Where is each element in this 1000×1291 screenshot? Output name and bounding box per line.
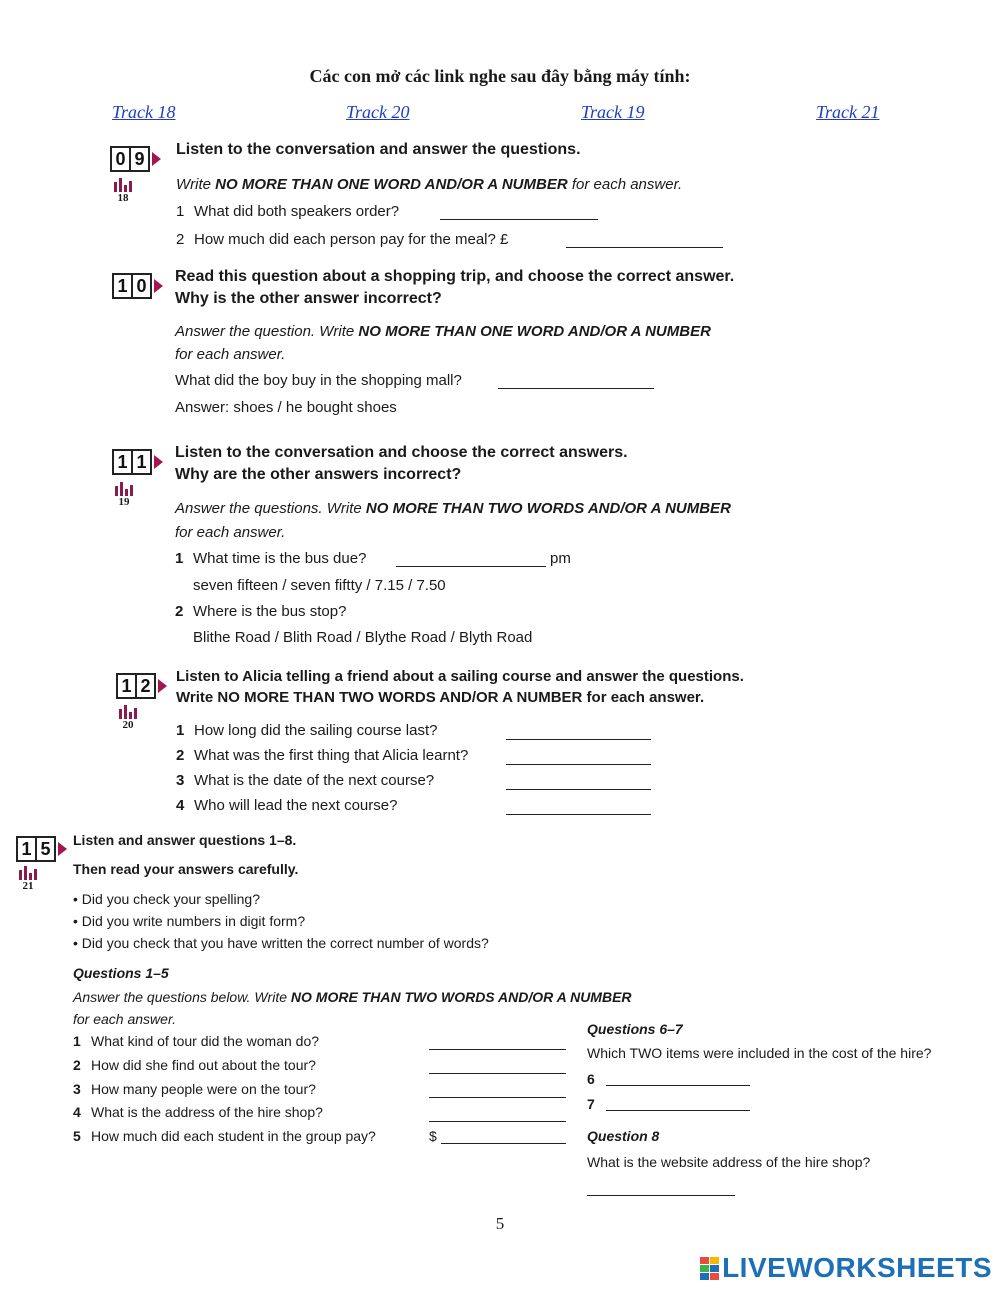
answer-blank-15-5[interactable] [441, 1143, 566, 1144]
audio-bars-icon [113, 705, 143, 719]
answer-blank-15-8[interactable] [587, 1195, 735, 1196]
exercise-15-badge: 1 5 [16, 836, 67, 862]
audio-bars-icon [13, 866, 43, 880]
track-icon-18: 18 [108, 178, 138, 204]
answer-blank-15-3[interactable] [429, 1097, 566, 1098]
exercise-09-question-1: 1 What did both speakers order? [176, 203, 400, 220]
exercise-12-question-3: 3 What is the date of the next course? [176, 772, 435, 789]
exercise-12-question-1: 1 How long did the sailing course last? [176, 722, 438, 739]
exercise-11-question-1: 1 What time is the bus due? [175, 550, 367, 567]
logo-mark-icon [700, 1257, 719, 1280]
exercise-10-instruction-2: for each answer. [175, 346, 286, 363]
exercise-10-question: What did the boy buy in the shopping mall? [175, 372, 462, 389]
questions-1-5-heading: Questions 1–5 [73, 965, 169, 981]
questions-1-5-instruction-1: Answer the questions below. Write NO MORE THAN TWO WORDS AND/OR A NUMBER [73, 989, 632, 1005]
exercise-15-question-1: 1 What kind of tour did the woman do? [73, 1033, 320, 1049]
page-header: Các con mở các link nghe sau đây bằng máy tính: [309, 66, 691, 86]
exercise-11-answer-2: Blithe Road / Blith Road / Blythe Road / Blyth Road [193, 629, 533, 646]
checklist-item: • Did you check your spelling? [73, 891, 261, 907]
exercise-12-question-2: 2 What was the first thing that Alicia learnt? [176, 747, 469, 764]
questions-6-7-text: Which TWO items were included in the cost of the hire? [587, 1045, 932, 1061]
exercise-09-badge: 0 9 [110, 146, 161, 172]
answer-blank-12-2[interactable] [506, 764, 651, 765]
exercise-12-instruction: Write NO MORE THAN TWO WORDS AND/OR A NUMBER for each answer. [176, 689, 705, 706]
checklist-item: • Did you check that you have written the correct number of words? [73, 935, 489, 951]
track-20-link[interactable]: Track 20 [346, 102, 410, 122]
exercise-12-question-4: 4 Who will lead the next course? [176, 797, 398, 814]
exercise-10-badge: 1 0 [112, 273, 163, 299]
track-icon-19: 19 [109, 482, 139, 508]
exercise-12-badge: 1 2 [116, 673, 167, 699]
exercise-15-question-3: 3 How many people were on the tour? [73, 1081, 316, 1097]
questions-1-5-instruction-2: for each answer. [73, 1011, 176, 1027]
audio-bars-icon [108, 178, 138, 192]
answer-blank-09-2[interactable] [566, 247, 723, 248]
answer-blank-11-1[interactable] [396, 566, 546, 567]
track-18-link[interactable]: Track 18 [112, 102, 176, 122]
exercise-11-pm: pm [550, 550, 571, 567]
exercise-15-question-4: 4 What is the address of the hire shop? [73, 1104, 323, 1120]
track-icon-21: 21 [13, 866, 43, 892]
exercise-10-instruction-1: Answer the question. Write NO MORE THAN ONE WORD AND/OR A NUMBER [175, 323, 711, 340]
exercise-15-title-2: Then read your answers carefully. [73, 861, 299, 877]
question-6-number: 6 [587, 1071, 595, 1087]
logo-text: LIVEWORKSHEETS [722, 1252, 992, 1283]
exercise-10-title-2: Why is the other answer incorrect? [175, 290, 442, 307]
exercise-15-question-5: 5 How much did each student in the group pay? [73, 1128, 376, 1144]
audio-bars-icon [109, 482, 139, 496]
exercise-15-question-2: 2 How did she find out about the tour? [73, 1057, 316, 1073]
answer-blank-10[interactable] [498, 388, 654, 389]
exercise-10-answer: Answer: shoes / he bought shoes [175, 399, 397, 416]
question-7-number: 7 [587, 1096, 595, 1112]
answer-blank-12-3[interactable] [506, 789, 651, 790]
exercise-11-instruction-2: for each answer. [175, 524, 286, 541]
exercise-11-badge: 1 1 [112, 449, 163, 475]
exercise-09-instruction: Write NO MORE THAN ONE WORD AND/OR A NUMBER for each answer. [176, 176, 683, 193]
exercise-09-question-2: 2 How much did each person pay for the meal? £ [176, 231, 509, 248]
exercise-11-title-1: Listen to the conversation and choose the correct answers. [175, 444, 628, 461]
exercise-10-title-1: Read this question about a shopping trip, and choose the correct answer. [175, 268, 735, 285]
checklist-item: • Did you write numbers in digit form? [73, 913, 306, 929]
exercise-11-title-2: Why are the other answers incorrect? [175, 466, 462, 483]
question-8-text: What is the website address of the hire shop? [587, 1154, 871, 1170]
answer-blank-12-4[interactable] [506, 814, 651, 815]
exercise-09-title: Listen to the conversation and answer the questions. [176, 141, 581, 158]
track-21-link[interactable]: Track 21 [816, 102, 880, 122]
answer-blank-15-2[interactable] [429, 1073, 566, 1074]
answer-blank-12-1[interactable] [506, 739, 651, 740]
answer-blank-15-6[interactable] [606, 1085, 750, 1086]
exercise-15-title-1: Listen and answer questions 1–8. [73, 832, 297, 848]
exercise-11-instruction-1: Answer the questions. Write NO MORE THAN TWO WORDS AND/OR A NUMBER [175, 500, 731, 517]
answer-blank-15-4[interactable] [429, 1121, 566, 1122]
answer-blank-09-1[interactable] [440, 219, 598, 220]
answer-blank-15-1[interactable] [429, 1049, 566, 1050]
question-8-heading: Question 8 [587, 1128, 660, 1144]
dollar-prefix: $ [429, 1128, 437, 1144]
liveworksheets-logo [700, 1252, 992, 1284]
exercise-11-answer-1: seven fifteen / seven fiftty / 7.15 / 7.50 [193, 577, 446, 594]
questions-6-7-heading: Questions 6–7 [587, 1021, 683, 1037]
exercise-12-title: Listen to Alicia telling a friend about a sailing course and answer the questions. [176, 668, 744, 685]
page-number: 5 [495, 1214, 505, 1233]
track-icon-20: 20 [113, 705, 143, 731]
exercise-11-question-2: 2 Where is the bus stop? [175, 603, 347, 620]
answer-blank-15-7[interactable] [606, 1110, 750, 1111]
track-19-link[interactable]: Track 19 [581, 102, 645, 122]
